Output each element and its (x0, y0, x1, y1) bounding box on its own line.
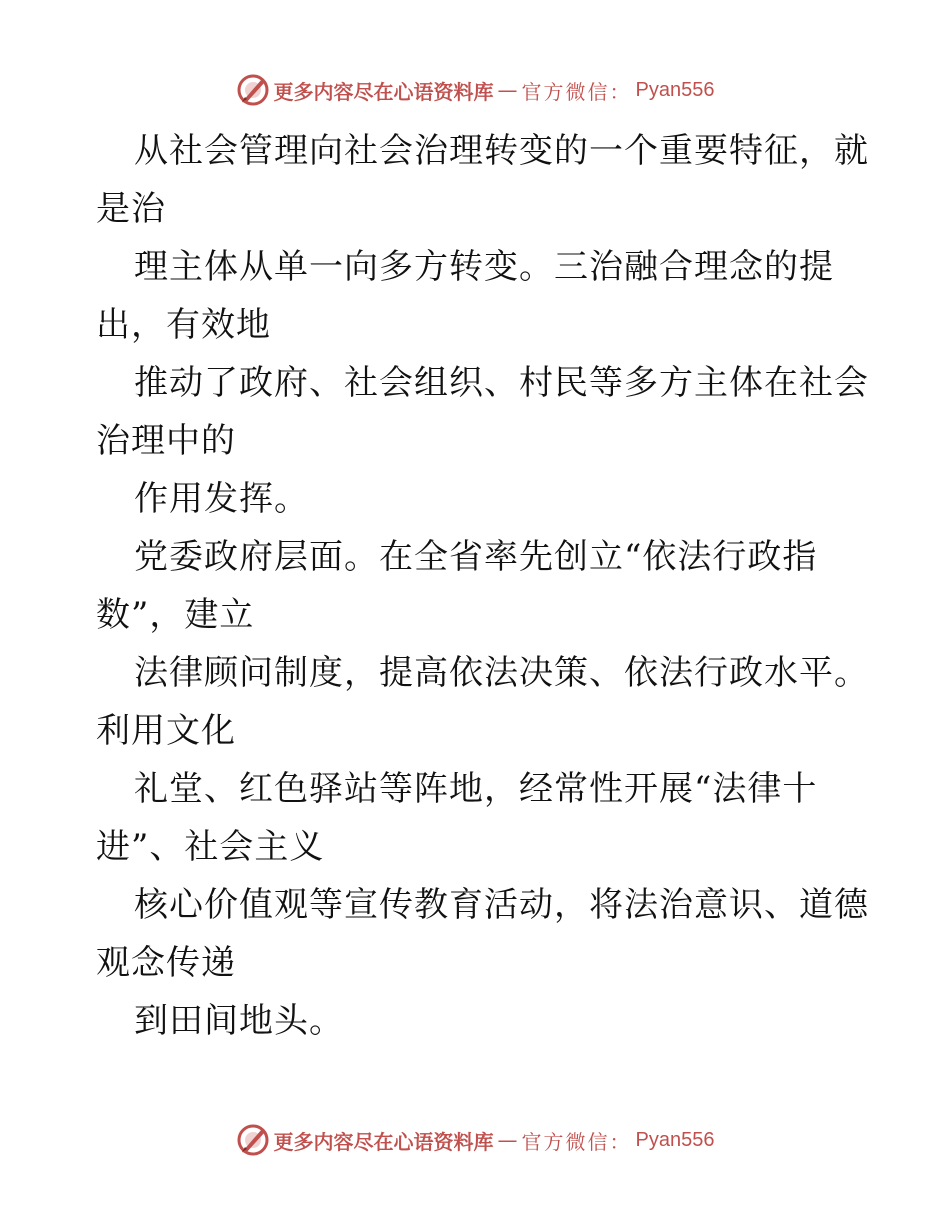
body-line: 法律顾问制度，提高依法决策、依法行政水平。 (134, 653, 869, 693)
header-brand-text: 更多内容尽在心语资料库 (273, 79, 494, 104)
footer-banner (0, 1120, 950, 1160)
header-banner (0, 70, 950, 110)
footer-official-label: 官方微信： (521, 1129, 632, 1154)
body-line: 治理中的 (96, 421, 236, 461)
header-dash: — (497, 78, 518, 102)
body-line: 数”，建立 (96, 595, 255, 635)
header-official-label: 官方微信： (521, 79, 632, 104)
quill-pen-logo-icon (236, 1123, 270, 1157)
body-line: 是治 (96, 189, 166, 229)
body-line: 出，有效地 (96, 305, 271, 345)
body-line: 从社会管理向社会治理转变的一个重要特征，就 (134, 131, 869, 171)
body-line: 进”、社会主义 (96, 827, 325, 867)
footer-wechat-id: Pyan556 (635, 1128, 715, 1151)
body-line: 礼堂、红色驿站等阵地，经常性开展“法律十 (134, 769, 818, 809)
body-line: 核心价值观等宣传教育活动，将法治意识、道德 (134, 885, 869, 925)
body-line: 观念传递 (96, 943, 236, 983)
footer-dash: — (497, 1128, 518, 1152)
body-line: 党委政府层面。在全省率先创立“依法行政指 (134, 537, 818, 577)
body-line: 利用文化 (96, 711, 236, 751)
footer-brand-text: 更多内容尽在心语资料库 (273, 1129, 494, 1154)
body-line: 作用发挥。 (134, 479, 309, 519)
document-body (96, 122, 869, 1050)
body-line: 推动了政府、社会组织、村民等多方主体在社会 (134, 363, 869, 403)
quill-pen-logo-icon (236, 73, 270, 107)
body-line: 理主体从单一向多方转变。三治融合理念的提 (134, 247, 834, 287)
header-wechat-id: Pyan556 (635, 78, 715, 101)
body-line: 到田间地头。 (134, 1001, 344, 1041)
